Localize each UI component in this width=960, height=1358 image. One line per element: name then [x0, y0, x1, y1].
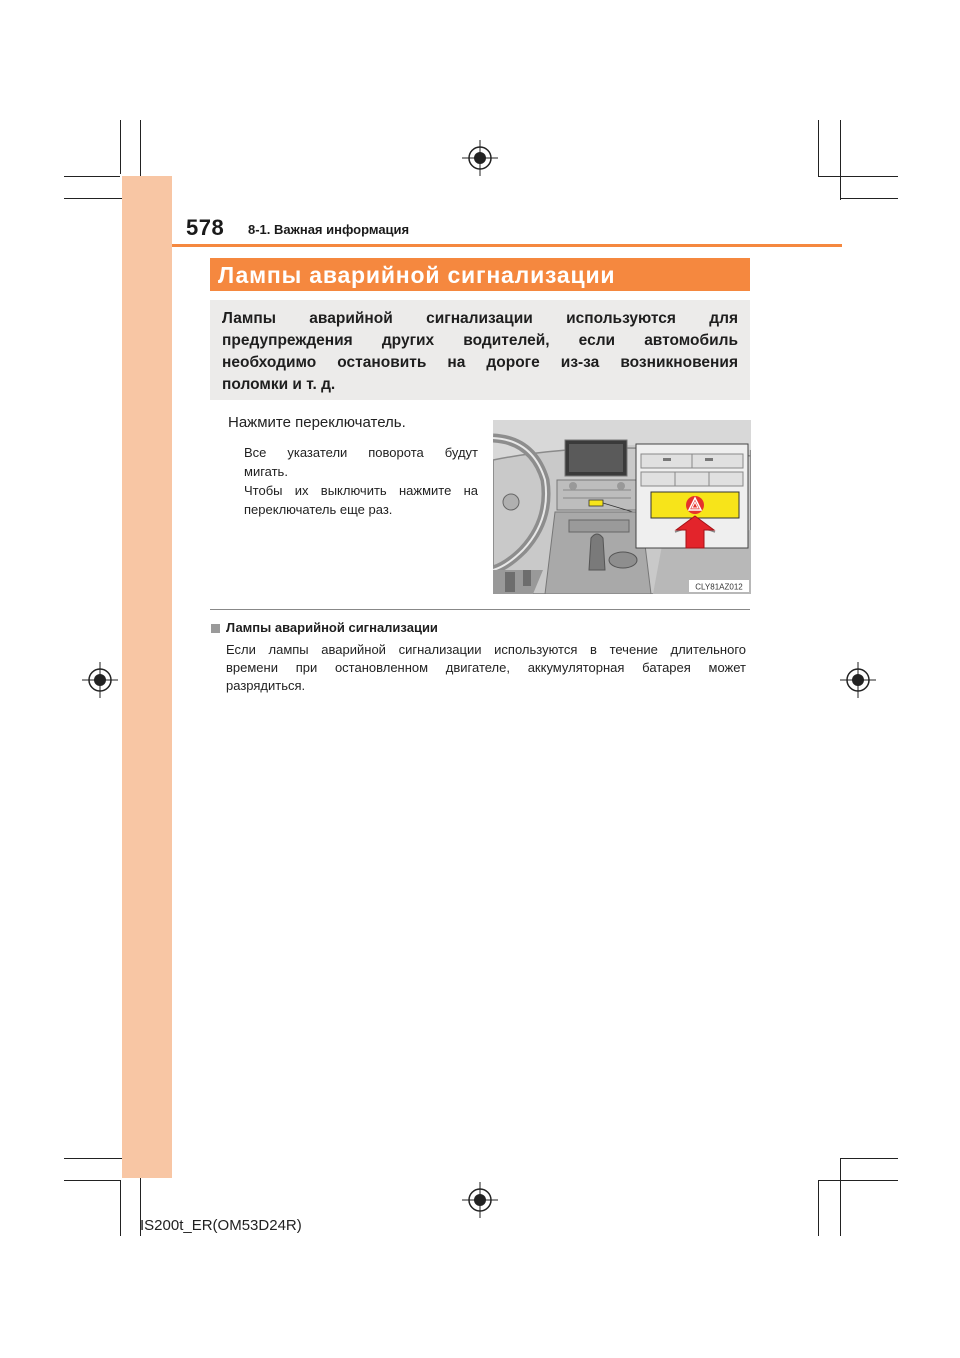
- crop-mark: [840, 120, 841, 200]
- step-instruction: Нажмите переключатель.: [228, 414, 406, 431]
- note-line: времени при остановленном двигателе, аккумуляторная батарея может: [226, 660, 746, 675]
- page-number: 578: [186, 215, 225, 240]
- crop-mark: [840, 1158, 841, 1236]
- side-strip: [122, 176, 172, 1178]
- intro-box: [210, 300, 750, 400]
- registration-mark-icon: [840, 662, 876, 698]
- intro-line: поломки и т. д.: [222, 376, 336, 393]
- dashboard-illustration: [493, 420, 751, 594]
- registration-mark-icon: [462, 140, 498, 176]
- step-note: переключатель еще раз.: [244, 502, 393, 517]
- crop-mark: [818, 1180, 819, 1236]
- step-note: мигать.: [244, 464, 288, 479]
- note-line: разрядиться.: [226, 678, 306, 693]
- bullet-square-icon: [211, 624, 220, 633]
- note-line: Если лампы аварийной сигнализации используются в течение длительного: [226, 642, 746, 657]
- crop-mark: [840, 1158, 898, 1159]
- page-title: Лампы аварийной сигнализации: [218, 262, 616, 288]
- crop-mark: [818, 120, 819, 176]
- registration-mark-icon: [82, 662, 118, 698]
- crop-mark: [64, 176, 120, 177]
- figure-code: CLY81AZ012: [695, 582, 743, 592]
- intro-line: Лампы аварийной сигнализации используются для: [222, 310, 738, 327]
- section-header: 8-1. Важная информация: [248, 222, 410, 237]
- registration-mark-icon: [462, 1182, 498, 1218]
- footer-code: IS200t_ER(OM53D24R): [140, 1217, 302, 1234]
- section-divider: [210, 609, 750, 610]
- crop-mark: [818, 176, 898, 177]
- intro-line: предупреждения других водителей, если автомобиль: [222, 332, 738, 349]
- crop-mark: [818, 1180, 898, 1181]
- crop-mark: [120, 120, 121, 174]
- step-note: Чтобы их выключить нажмите на: [244, 483, 478, 498]
- crop-mark: [64, 1180, 120, 1181]
- crop-mark: [120, 1180, 121, 1236]
- intro-line: необходимо остановить на дороге из-за возникновения: [222, 354, 738, 371]
- crop-mark: [840, 198, 898, 199]
- step-note: Все указатели поворота будут: [244, 445, 478, 460]
- note-heading: Лампы аварийной сигнализации: [226, 620, 438, 635]
- header-rule: [172, 244, 842, 247]
